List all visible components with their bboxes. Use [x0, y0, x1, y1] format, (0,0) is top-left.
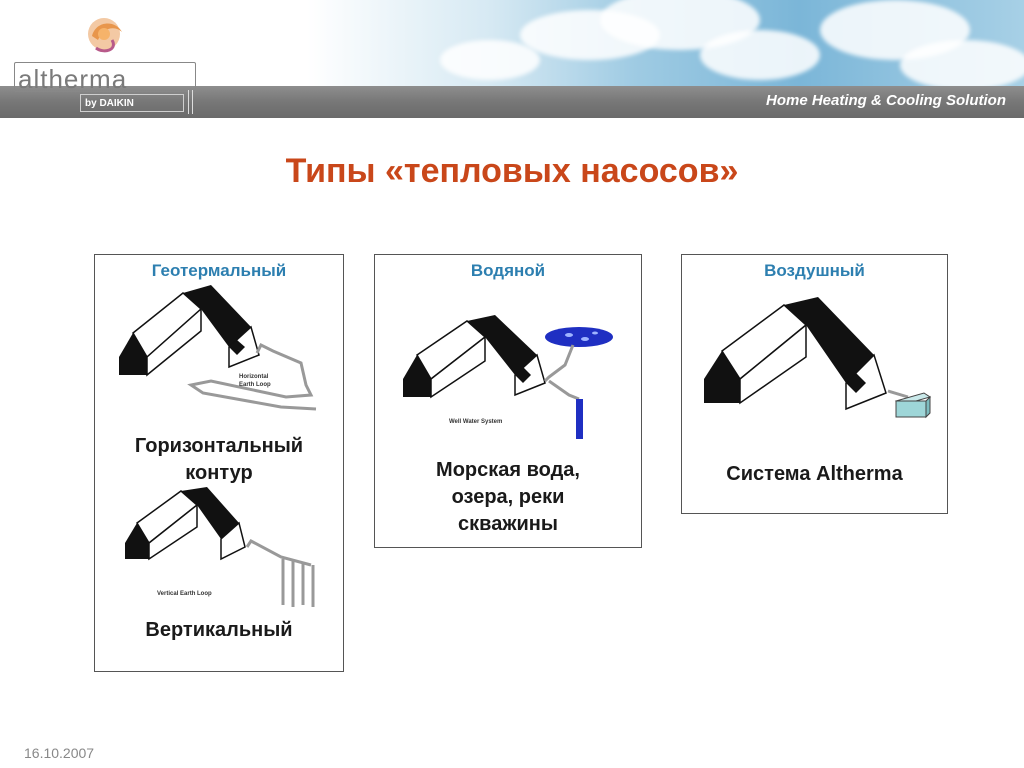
panel-heading-geothermal: Геотермальный [151, 261, 287, 280]
slide-title: Типы «тепловых насосов» [285, 152, 739, 190]
vertical-loop-label: Vertical Earth Loop [157, 591, 212, 597]
panel-heading-water: Водяной [470, 261, 546, 280]
horizontal-loop-label-2: Earth Loop [239, 382, 271, 388]
caption-horizontal [95, 433, 343, 487]
caption-water-line1: Морская вода, [436, 459, 580, 481]
logo-text: altherma [18, 64, 128, 94]
well-water-diagram [389, 315, 629, 455]
panel-heading-air: Воздушный [764, 261, 865, 280]
footer-date: 16.10.2007 [24, 745, 95, 761]
horizontal-loop-diagram [111, 285, 331, 415]
logo-swirl-icon [82, 10, 142, 60]
panel-water [374, 254, 642, 548]
panel-air [681, 254, 948, 514]
caption-water-line3: скважины [458, 513, 558, 535]
vertical-loop-diagram [121, 487, 341, 617]
caption-air: Система Altherma [726, 463, 903, 485]
caption-horizontal-line2: контур [185, 462, 253, 484]
caption-water [375, 457, 641, 538]
caption-water-line2: озера, реки [451, 486, 565, 508]
caption-vertical: Вертикальный [145, 619, 293, 641]
daikin-byline: by DAIKIN [80, 94, 184, 112]
header-tagline: Home Heating & Cooling Solution [766, 92, 1006, 109]
horizontal-loop-label-1: Horizontal [239, 374, 269, 380]
panel-geothermal [94, 254, 344, 672]
well-water-label: Well Water System [449, 419, 503, 425]
byline-divider [188, 90, 193, 114]
air-system-diagram [696, 297, 946, 447]
caption-horizontal-line1: Горизонтальный [134, 435, 304, 457]
